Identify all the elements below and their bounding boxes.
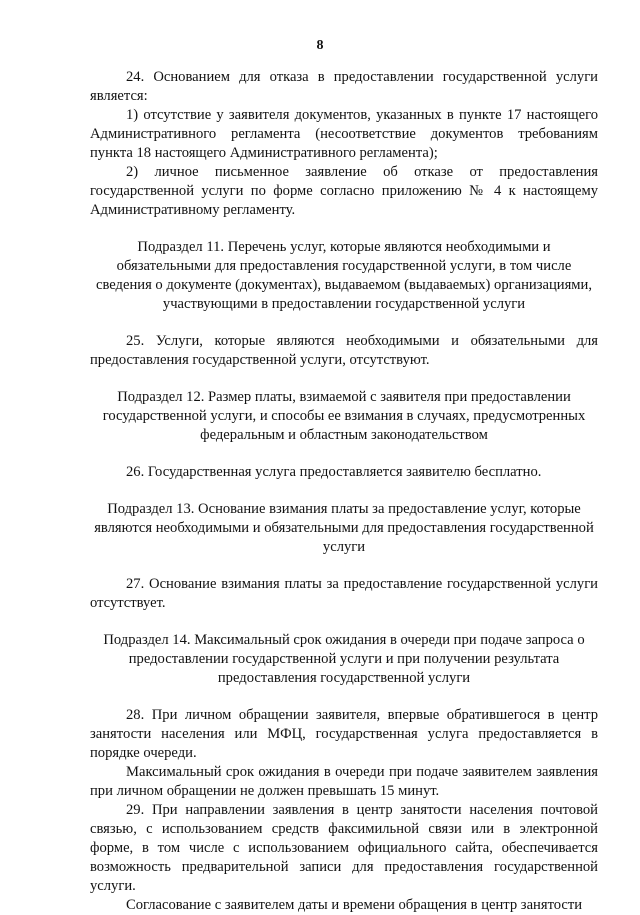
paragraph-26: 26. Государственная услуга предоставляется заявителю бесплатно. — [126, 464, 542, 480]
spacer — [90, 220, 598, 238]
spacer — [90, 613, 598, 631]
spacer — [90, 445, 598, 463]
spacer — [90, 557, 598, 575]
subsection-12-heading: Подраздел 12. Размер платы, взимаемой с заявителя при предоставлении государственной услуги, и способы ее взимания в случаях, предусмотренных федеральным и областным законодательством — [102, 389, 586, 443]
paragraph-29: 29. При направлении заявления в центр занятости населения почтовой связью, с использованием средств факсимильной связи или в электронной форме, в том числе с использованием официального сайта, обеспечивается возможность предварительной записи для предоставления государственной услуги. — [90, 802, 598, 894]
subsection-13-heading: Подраздел 13. Основание взимания платы за предоставление услуг, которые являются необходимыми и обязательными для предоставления государственной услуги — [94, 501, 594, 555]
spacer — [90, 482, 598, 500]
paragraph-24-item-2: 2) личное письменное заявление об отказе от предоставления государственной услуги по форме согласно приложению № 4 к настоящему Административному регламенту. — [90, 164, 598, 218]
subsection-14-heading: Подраздел 14. Максимальный срок ожидания в очереди при подаче запроса о предоставлении государственной услуги и при получении результата предоставления государственной услуги — [103, 632, 585, 686]
paragraph-25: 25. Услуги, которые являются необходимыми и обязательными для предоставления государственной услуги, отсутствуют. — [90, 333, 598, 368]
paragraph-28-max-wait: Максимальный срок ожидания в очереди при подаче заявителем заявления при личном обращении не должен превышать 15 минут. — [90, 764, 598, 799]
paragraph-24-item-1: 1) отсутствие у заявителя документов, указанных в пункте 17 настоящего Административного регламента (несоответствие документов требованиям пункта 18 настоящего Административного регламента); — [90, 107, 598, 161]
spacer — [90, 688, 598, 706]
page-number: 8 — [316, 38, 324, 53]
paragraph-29-agreement: Согласование с заявителем даты и времени обращения в центр занятости — [126, 897, 583, 913]
spacer — [90, 314, 598, 332]
paragraph-27: 27. Основание взимания платы за предоставление государственной услуги отсутствует. — [90, 576, 598, 611]
subsection-11-heading: Подраздел 11. Перечень услуг, которые являются необходимыми и обязательными для предоставления государственной услуги, в том числе сведения о документе (документах), выдаваемом (выдаваемых) организациями, участвующими в предоставлении государственной услуги — [95, 239, 592, 312]
document-body — [90, 68, 598, 915]
spacer — [90, 370, 598, 388]
paragraph-24-intro: 24. Основанием для отказа в предоставлении государственной услуги является: — [90, 69, 598, 104]
paragraph-28: 28. При личном обращении заявителя, впервые обратившегося в центр занятости населения или МФЦ, государственная услуга предоставляется в порядке очереди. — [90, 707, 598, 761]
